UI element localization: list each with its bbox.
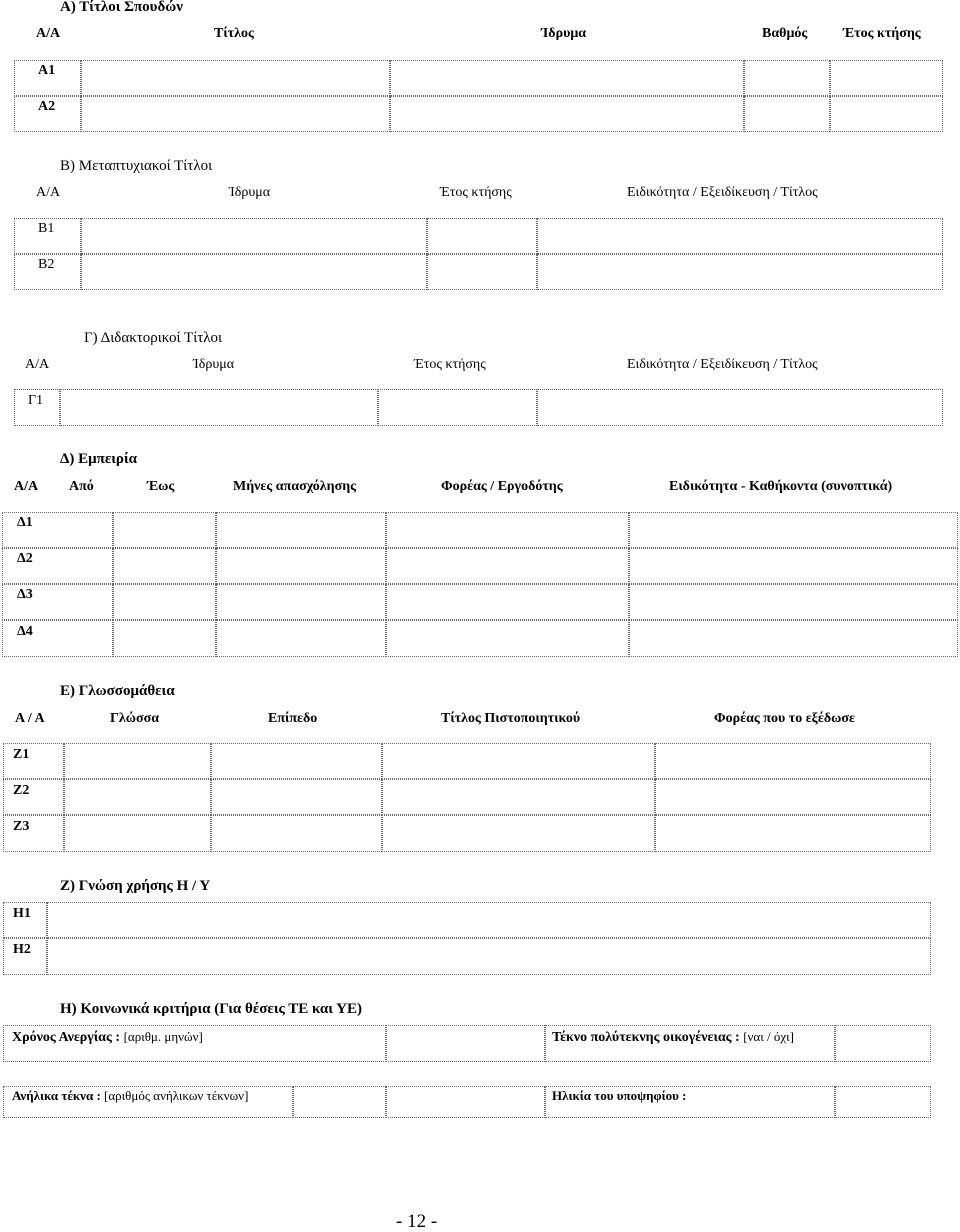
section-d-header-from: Από xyxy=(69,479,94,494)
section-b-header-institution: Ίδρυμα xyxy=(229,185,271,200)
institution-input-cell[interactable] xyxy=(390,96,744,132)
row-label-z3: Ζ3 xyxy=(13,819,30,834)
section-b-header-year: Έτος κτήσης xyxy=(440,185,512,200)
large-family-field xyxy=(552,1030,794,1045)
year-input-cell[interactable] xyxy=(427,254,537,290)
section-h-title: Η) Κοινωνικά κριτήρια (Για θέσεις ΤΕ και ΥΕ) xyxy=(60,1001,362,1017)
minor-children-hint: [αριθμός ανήλικων τέκνων] xyxy=(104,1088,249,1103)
section-c-header-specialty: Ειδικότητα / Εξειδίκευση / Τίτλος xyxy=(627,357,818,372)
unemployment-label: Χρόνος Ανεργίας : xyxy=(12,1030,121,1045)
page-number: - 12 - xyxy=(396,1211,438,1232)
section-e-header-aa: Α / Α xyxy=(15,711,45,726)
duties-input-cell[interactable] xyxy=(629,548,958,584)
row-label-h1: Η1 xyxy=(13,906,31,921)
section-d-header-to: Έως xyxy=(147,479,175,494)
language-input-cell[interactable] xyxy=(64,779,211,815)
section-a-header-year: Έτος κτήσης xyxy=(843,26,921,41)
large-family-label: Τέκνο πολύτεκνης οικογένειας : xyxy=(552,1030,740,1045)
table-cell[interactable] xyxy=(386,1086,545,1118)
section-d-header-aa: Α/Α xyxy=(14,479,39,494)
language-input-cell[interactable] xyxy=(64,815,211,852)
issuer-input-cell[interactable] xyxy=(655,815,931,852)
row-label-a1: Α1 xyxy=(38,63,56,78)
row-label-z2: Ζ2 xyxy=(13,783,30,798)
section-e-header-certificate: Τίτλος Πιστοποιητικού xyxy=(441,711,581,726)
institution-input-cell[interactable] xyxy=(81,254,427,290)
from-input-cell[interactable] xyxy=(113,512,216,548)
large-family-hint: [ναι / όχι] xyxy=(743,1029,794,1044)
language-input-cell[interactable] xyxy=(64,743,211,779)
section-e-header-issuer: Φορέας που το εξέδωσε xyxy=(714,711,855,726)
level-input-cell[interactable] xyxy=(211,815,382,852)
to-input-cell[interactable] xyxy=(216,548,386,584)
institution-input-cell[interactable] xyxy=(390,60,744,96)
specialty-input-cell[interactable] xyxy=(537,254,943,290)
institution-input-cell[interactable] xyxy=(60,389,378,426)
year-input-cell[interactable] xyxy=(830,96,943,132)
grade-input-cell[interactable] xyxy=(744,96,830,132)
section-e-header-language: Γλώσσα xyxy=(110,711,160,726)
row-label-h2: Η2 xyxy=(13,942,31,957)
section-c-header-institution: Ίδρυμα xyxy=(193,357,235,372)
section-c-header-year: Έτος κτήσης xyxy=(414,357,486,372)
level-input-cell[interactable] xyxy=(211,743,382,779)
specialty-input-cell[interactable] xyxy=(537,218,943,254)
employer-input-cell[interactable] xyxy=(386,584,629,620)
issuer-input-cell[interactable] xyxy=(655,743,931,779)
duties-input-cell[interactable] xyxy=(629,584,958,620)
section-a-header-grade: Βαθμός xyxy=(762,26,808,41)
section-d-header-duties: Ειδικότητα - Καθήκοντα (συνοπτικά) xyxy=(669,479,893,494)
minor-children-label: Ανήλικα τέκνα : xyxy=(12,1088,101,1103)
grade-input-cell[interactable] xyxy=(744,60,830,96)
row-label-d4: Δ4 xyxy=(17,624,33,639)
row-label-z1: Ζ1 xyxy=(13,747,30,762)
title-input-cell[interactable] xyxy=(81,96,390,132)
unemployment-hint: [αριθμ. μηνών] xyxy=(123,1029,203,1044)
to-input-cell[interactable] xyxy=(216,584,386,620)
section-d-header-employer: Φορέας / Εργοδότης xyxy=(441,479,563,494)
row-label-b2: Β2 xyxy=(38,257,55,272)
section-d-title: Δ) Εμπειρία xyxy=(60,451,137,467)
row-label-c1: Γ1 xyxy=(28,393,44,408)
section-e-title: Ε) Γλωσσομάθεια xyxy=(60,683,175,699)
certificate-input-cell[interactable] xyxy=(382,779,655,815)
from-input-cell[interactable] xyxy=(113,584,216,620)
minor-children-field xyxy=(12,1089,248,1102)
section-d-header-months: Μήνες απασχόλησης xyxy=(233,479,357,494)
row-label-b1: Β1 xyxy=(38,221,55,236)
computer-skills-input-cell[interactable] xyxy=(47,902,931,938)
institution-input-cell[interactable] xyxy=(81,218,427,254)
section-b-header-aa: Α/Α xyxy=(36,185,61,200)
candidate-age-label: Ηλικία του υποψηφίου : xyxy=(552,1088,687,1103)
minor-children-input-cell[interactable] xyxy=(293,1086,386,1118)
unemployment-field xyxy=(12,1030,203,1045)
section-z-title: Ζ) Γνώση χρήσης Η / Υ xyxy=(60,878,211,894)
year-input-cell[interactable] xyxy=(378,389,537,426)
employer-input-cell[interactable] xyxy=(386,548,629,584)
section-a-header-institution: Ίδρυμα xyxy=(541,26,587,41)
from-input-cell[interactable] xyxy=(113,620,216,657)
section-b-title: Β) Μεταπτυχιακοί Τίτλοι xyxy=(60,158,213,174)
title-input-cell[interactable] xyxy=(81,60,390,96)
section-c-header-aa: Α/Α xyxy=(25,357,50,372)
employer-input-cell[interactable] xyxy=(386,620,629,657)
computer-skills-input-cell[interactable] xyxy=(47,938,931,975)
row-label-a2: Α2 xyxy=(38,99,56,114)
to-input-cell[interactable] xyxy=(216,620,386,657)
section-a-title: Α) Τίτλοι Σπουδών xyxy=(60,0,183,15)
year-input-cell[interactable] xyxy=(830,60,943,96)
section-b-header-specialty: Ειδικότητα / Εξειδίκευση / Τίτλος xyxy=(627,185,818,200)
row-label-d3: Δ3 xyxy=(17,587,33,602)
section-a-header-aa: Α/Α xyxy=(36,26,61,41)
unemployment-input-cell[interactable] xyxy=(386,1025,545,1062)
from-input-cell[interactable] xyxy=(113,548,216,584)
to-input-cell[interactable] xyxy=(216,512,386,548)
employer-input-cell[interactable] xyxy=(386,512,629,548)
section-a-header-title: Τίτλος xyxy=(214,26,254,41)
duties-input-cell[interactable] xyxy=(629,620,958,657)
row-label-d1: Δ1 xyxy=(17,515,33,530)
year-input-cell[interactable] xyxy=(427,218,537,254)
certificate-input-cell[interactable] xyxy=(382,815,655,852)
duties-input-cell[interactable] xyxy=(629,512,958,548)
certificate-input-cell[interactable] xyxy=(382,743,655,779)
issuer-input-cell[interactable] xyxy=(655,779,931,815)
specialty-input-cell[interactable] xyxy=(537,389,943,426)
section-c-title: Γ) Διδακτορικοί Τίτλοι xyxy=(84,330,223,346)
large-family-input-cell[interactable] xyxy=(835,1025,931,1062)
level-input-cell[interactable] xyxy=(211,779,382,815)
candidate-age-input-cell[interactable] xyxy=(835,1086,931,1118)
row-label-d2: Δ2 xyxy=(17,551,33,566)
section-e-header-level: Επίπεδο xyxy=(268,711,318,726)
